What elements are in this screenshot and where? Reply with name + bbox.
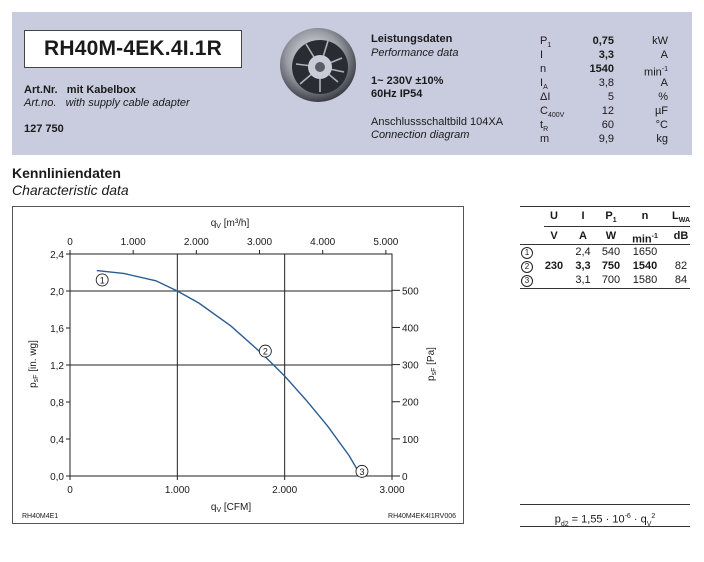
connection-de: Anschlussschaltbild 104XA — [371, 116, 504, 128]
y-tick-label: 0,0 — [50, 472, 64, 483]
table-rule-mid — [544, 226, 690, 227]
art-nr-label-en: Art.no. — [24, 97, 57, 109]
param-symbol: m — [540, 133, 550, 145]
table-header: U — [550, 210, 558, 222]
param-unit: kW — [652, 35, 668, 47]
y-tick-label: 2,0 — [50, 287, 64, 298]
param-symbol: $I_A$ — [540, 77, 548, 92]
y-tick-label: 0,4 — [50, 435, 64, 446]
chart-code-right: RH40M4EK4I1RV006 — [388, 513, 456, 520]
y-axis-label: $p_{sF}$ [in. wg] — [28, 340, 40, 388]
table-rule-top — [520, 206, 690, 207]
param-unit: $\min^{-1}$ — [644, 66, 668, 79]
param-symbol: $t_R$ — [540, 119, 549, 134]
table-cell: 750 — [601, 260, 621, 272]
y2-tick-label: 100 — [402, 434, 419, 446]
table-row-marker: 3 — [513, 274, 541, 287]
table-cell: 82 — [674, 260, 688, 272]
y2-tick-label: 300 — [402, 360, 419, 372]
param-value: 3,8 — [598, 77, 614, 89]
y2-tick-label: 0 — [402, 472, 408, 483]
y-tick-label: 1,2 — [50, 361, 64, 372]
param-value: 12 — [601, 105, 614, 117]
param-symbol: n — [540, 63, 547, 75]
x-top-tick-label: 4.000 — [310, 237, 336, 248]
art-nr-label: Art.Nr. — [24, 84, 58, 96]
param-unit: A — [660, 49, 668, 61]
section-subtitle: Characteristic data — [12, 182, 129, 198]
param-value: 1540 — [589, 63, 614, 75]
param-unit: A — [660, 77, 668, 89]
perf-title-de: Leistungsdaten — [371, 33, 453, 45]
y2-axis-label: $p_{sF}$ [Pa] — [426, 347, 438, 381]
table-row-marker: 1 — [513, 246, 541, 259]
x-top-tick-label: 0 — [67, 237, 73, 248]
y2-tick-label: 500 — [402, 286, 419, 298]
table-header: n — [641, 210, 649, 222]
param-symbol: $C_{400V}$ — [540, 105, 565, 120]
table-header: $L_{WA}$ — [671, 210, 690, 225]
param-symbol: ΔI — [540, 91, 551, 103]
x-top-axis-label: $q_V$ [m³/h] — [210, 218, 250, 230]
perf-title-en: Performance data — [371, 47, 459, 59]
table-row-marker: 2 — [513, 260, 541, 273]
y-tick-label: 0,8 — [50, 398, 64, 409]
y-tick-label: 1,6 — [50, 324, 64, 335]
table-rule-body — [520, 244, 690, 245]
x-tick-label: 3.000 — [379, 485, 405, 496]
table-cell: 540 — [601, 246, 621, 258]
param-unit: µF — [654, 105, 668, 117]
table-cell: 1580 — [632, 274, 658, 286]
param-value: 5 — [607, 91, 614, 103]
chart-code-left: RH40M4E1 — [22, 513, 59, 520]
param-value: 60 — [601, 119, 614, 131]
table-cell: 2,4 — [575, 246, 591, 258]
param-value: 0,75 — [592, 35, 614, 47]
pressure-formula: $p_{d2} = 1,55 \cdot 10^{-6} \cdot q_V^2$ — [554, 513, 656, 528]
y-tick-label: 2,4 — [50, 250, 64, 261]
operating-point-label: 2 — [262, 346, 268, 357]
table-cell: 230 — [544, 260, 564, 272]
table-header: $P_1$ — [605, 210, 617, 225]
table-cell: 1540 — [632, 260, 658, 272]
table-cell: 1650 — [632, 246, 658, 258]
param-value: 9,9 — [598, 133, 614, 145]
table-unit: dB — [673, 230, 689, 242]
param-symbol: $P_1$ — [540, 35, 552, 50]
voltage-spec: 1~ 230V ±10% — [371, 75, 444, 87]
param-unit: % — [658, 91, 668, 103]
model-name: RH40M-4EK.4I.1R — [24, 30, 242, 68]
x-tick-label: 1.000 — [164, 485, 190, 496]
formula-rule-top — [520, 504, 690, 505]
frequency-ip-spec: 60Hz IP54 — [371, 88, 423, 100]
table-unit: $\min^{-1}$ — [632, 233, 658, 246]
x-top-tick-label: 1.000 — [120, 237, 146, 248]
connection-en: Connection diagram — [371, 129, 470, 141]
table-cell: 3,3 — [575, 260, 591, 272]
x-axis-label: $q_V$ [CFM] — [210, 502, 252, 514]
table-cell: 700 — [601, 274, 621, 286]
x-top-tick-label: 5.000 — [373, 237, 399, 248]
characteristic-curve — [97, 271, 358, 471]
table-unit: V — [550, 230, 558, 242]
x-tick-label: 2.000 — [272, 485, 298, 496]
table-cell: 84 — [674, 274, 688, 286]
table-rule-bottom — [520, 288, 690, 289]
art-number: 127 750 — [24, 123, 64, 135]
operating-point-label: 3 — [359, 466, 365, 477]
param-unit: °C — [655, 119, 668, 131]
table-unit: A — [579, 230, 587, 242]
param-unit: kg — [656, 133, 668, 145]
table-unit: W — [605, 230, 617, 242]
section-title: Kennliniendaten — [12, 165, 121, 181]
x-tick-label: 0 — [67, 485, 73, 496]
y2-tick-label: 200 — [402, 397, 419, 409]
art-nr-desc-en: with supply cable adapter — [65, 97, 190, 109]
table-cell: 3,1 — [575, 274, 591, 286]
art-nr-desc-de: mit Kabelbox — [66, 84, 136, 96]
param-value: 3,3 — [598, 49, 614, 61]
param-symbol: I — [540, 49, 544, 61]
operating-point-label: 1 — [99, 275, 105, 286]
table-header: I — [581, 210, 585, 222]
y2-tick-label: 400 — [402, 323, 419, 335]
x-top-tick-label: 3.000 — [247, 237, 273, 248]
x-top-tick-label: 2.000 — [183, 237, 209, 248]
